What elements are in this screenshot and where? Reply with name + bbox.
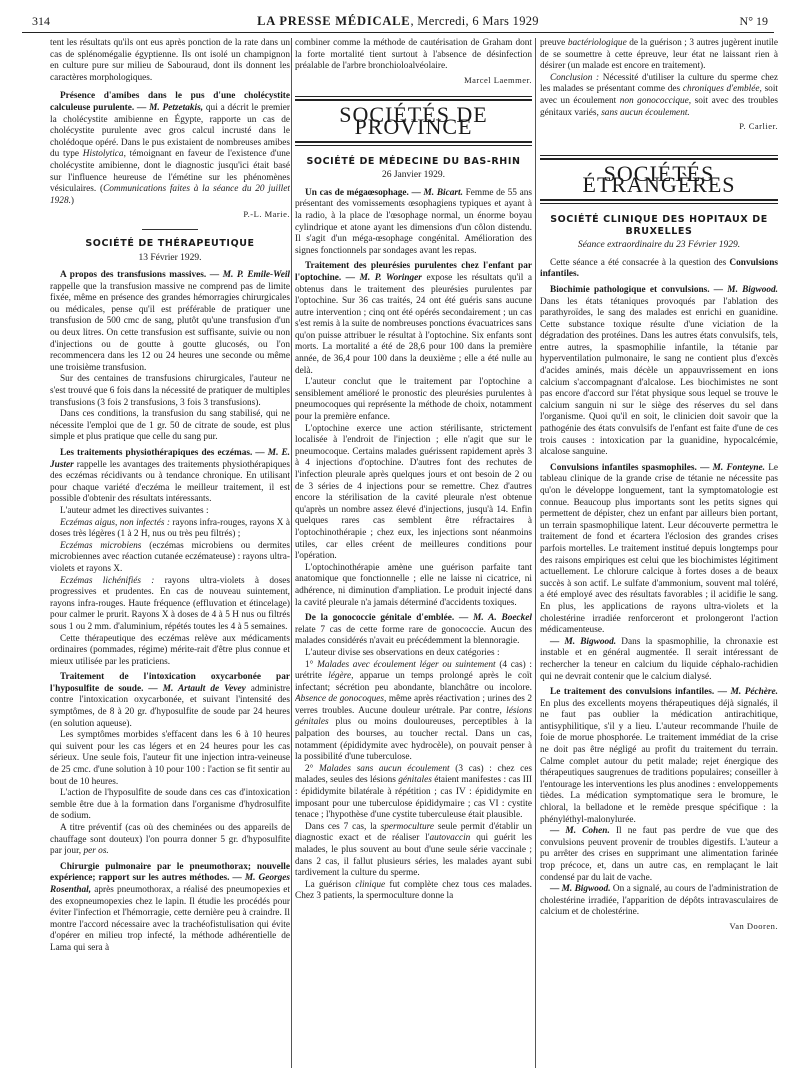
signature: P. Carlier. [739,121,778,132]
italic-text: sans aucun écoulement. [601,107,690,118]
article [540,285,778,459]
article-text: apparue un temps prolongé après le coït infectant; sécrétion peu abondante, blanchâtre ou incolore. [295,671,532,693]
paragraph [50,823,290,858]
paragraph: L'auteur divise ses observations en deux catégories : [305,647,500,658]
italic-text: clinique [355,879,386,890]
article-title: Présence d'amibes dans le pus d'une cholécystite calculeuse purulente. [50,91,290,113]
column-middle [295,38,532,1073]
article [295,261,532,377]
running-header [22,14,774,33]
section-banner [295,96,532,145]
article-title: Traitement des pleurésies purulentes chez l'enfant par l'optochine. [295,261,532,283]
article [50,270,290,374]
article-title: Convulsions infantiles. [540,257,778,280]
article [295,188,532,258]
article-text: relate 7 cas de cette forme rare de gonococcie. Aucun des malades considérés n'avait eu précédemment la blennoragie. [295,624,532,647]
article [50,862,290,955]
column-left [50,38,290,1073]
signature: Van Dooren. [729,920,778,931]
article-author: — M. Bigwood. [550,884,611,895]
paragraph: L'optochinothérapie amène une guérison parfaite tant anatomique que fonctionnelle ; elle ne laisse ni cicatrice, ni adhérence, ni diminution d'ampliation. Le produit injecté dans la cavité pleurale n'a jamais déterminé d'accidents toxiques. [295,562,532,608]
article-text: preuve [540,38,566,48]
article-author: — M. Petzetakis, [137,102,204,113]
article-title: Biochimie pathologique et convulsions. [550,284,710,295]
italic-text: Eczémas microbiens [60,540,142,551]
article-text: Nécessité d'utiliser la culture du sperme chez les malades se présentant comme des [540,72,778,95]
article-title: De la gonococcie génitale d'emblée. [305,613,455,624]
paragraph [295,880,532,903]
article-title: Convulsions infantiles spasmophiles. [550,462,697,473]
signature: Marcel Laemmer. [464,74,532,85]
article-text: seule permit d'établir un diagnostic exact et de réaliser l' [295,821,532,844]
italic-text: non gonococcique, [619,95,692,106]
issue-date: , Mercredi, 6 Mars 1929 [410,14,539,28]
article-author: — M. Bigwood. [713,284,778,295]
issue-number: N° 19 [739,14,768,28]
article-text: rappelle que la transfusion massive ne comprend pas de limite fixée, même en présence des grandes hémorragies chirurgicales ou médicales, pense qu'il est préférable de pratiquer une transfusion de 500 cmc de sang, plutôt qu'une transfusion d'un ou deux litres. On cette transfusion est suffisante, suivie ou non d'injections ou de goutte à goutte glucosés, ou l'on recommencera dans les 12 ou 24 heures une seconde ou même une troisième transfusion. [50,281,290,373]
italic-text: lésions génitales [295,705,532,728]
article-text: Femme de 55 ans présentant des vomissements œsophagiens typiques et ayant à la radio, à la place de l'œsophage normal, un énorme boyau cylindrique et atone ayant les dimensions d'un côlon distendu. Il s'agit d'un méga-œsophage congénital. Amélioration des signes fonctionnels par sondages avant les repas. [295,187,532,256]
paragraph [540,38,778,73]
paragraph: L'auteur admet les directives suivantes : [60,505,209,516]
article-text: (4 cas) : urétrite [295,659,532,682]
article-text: En plus des excellents moyens thérapeutiques déjà signalés, il ne faut pas oublier la médication antirachitique, antisyphilitique, s'il y a lieu. L'auteur recommande l'huile de foie de morue phosphorée. Le traitement immédiat de la crise ne doit pas être négligé au profit du traitement du terrain. Calme complet autour du petit malade; rejet énergique des thérapeutiques saugrenues de traditions populaires; conseiller à l'entourage les interventions les plus anodines : enveloppements tièdes. La médication symptomatique sera le bromure, le chloral, la belladone et le remède presque spécifique : la phényléthyl-malonylurée. [540,698,778,825]
article-author: — M. P. Emile-Weil [209,270,290,281]
italic-text: Eczémas aigus, non infectés : [60,517,170,528]
article-text: 1° [305,659,314,670]
page-number: 314 [32,14,50,28]
article-text: ) [70,195,75,206]
italic-text: Communications faites à la séance du 20 juillet 1928. [50,184,290,206]
article-text: (3 cas) : chez ces malades, seules des lésions [295,763,532,786]
article-author: — M. E. Juster [50,448,290,470]
italic-text: Eczémas lichénifiés : [60,575,155,586]
article-text: même après réactivation ; urines des 2 verres troubles. Aucune douleur urétrale. Par contre, [295,694,532,716]
article-author: — M. Cohen. [550,826,610,837]
paragraph [540,258,778,281]
italic-text: Absence de gonocoques, [295,694,387,705]
column-divider [291,38,292,1068]
article-text: rayons infra-rouges, rayons X à doses très légères (1 à 2 H, nus ou très peu filtrés) ; [50,517,290,540]
paragraph: Sur des centaines de transfusions chirurgicales, l'auteur ne s'est trouvé que 6 fois dans la nécessité de pratiquer de multiples transfusions (3 fois 2 transfusions, 3 fois 3 transfusions). [50,374,290,408]
paragraph [540,826,778,884]
article-author: — M. Péchère. [717,687,778,698]
section-banner-title: SOCIÉTÉS ÉTRANGÈRES [540,158,778,201]
section-banner [540,155,778,204]
list-item [295,660,532,764]
list-item [50,518,290,541]
article-text: Cette séance a été consacrée à la question des [550,257,727,268]
society-name: SOCIÉTÉ DE THÉRAPEUTIQUE [85,237,255,249]
article-author: — M. Bicart. [411,187,463,198]
article-text: de la guérison ; 3 autres jugèrent inutile de se soumettre à cette épreuve, leur état ne laissant rien à désirer (un malade est encore en traitement). [540,38,778,72]
list-item [50,576,290,634]
article-title: Le traitement des convulsions infantiles. [550,687,715,698]
article-author: — M. P. Woringer [345,272,422,283]
italic-text: chroniques d'emblée, [682,84,762,95]
italic-text: légère, [328,671,354,682]
article-text: soit avec un écoulement [540,84,778,106]
article-author: — M. Artault de Vevey [148,683,246,694]
paragraph [295,822,532,880]
article-author: — M. Bigwood. [550,636,617,647]
paragraph [540,637,778,683]
section-banner-title: SOCIÉTÉS DE PROVINCE [295,99,532,142]
paragraph: tent les résultats qu'ils ont eus après ponction de la rate dans un cas de splénomégalie égyptienne. Ils ont isolé un champignon en culture pure sur milieu de Sabouraud, dont ils donnent les caractères morphologiques. [50,38,290,83]
italic-text: Malades avec écoulement léger ou suintement [317,659,496,670]
italic-text: spermoculture [380,821,434,832]
paragraph [540,884,778,919]
session-date: 13 Février 1929. [138,252,202,263]
article-text: La guérison [305,879,352,890]
article-text: A titre préventif (cas où des cheminées ou des appareils de chauffage sont douteux) l'on pourra donner 5 gr. d'hyposulfite par jour, [50,823,290,857]
article-text: On a signalé, au cours de l'administration de cholestérine irradiée, l'apparition de dépôts intravasculaires de calcium et de cholestérine. [540,884,778,918]
session-date: Séance extraordinaire du 23 Février 1929. [577,240,741,251]
article-text: administre contre l'intoxication oxycarbonée, et suivant l'intensité des symptômes, de 8 à 20 gr. d'hyposulfite de soude par 24 heures (en solution aqueuse). [50,683,290,729]
publication-name: LA PRESSE MÉDICALE [257,14,411,28]
article-text: Dans la spasmophilie, la chronaxie est instable et en général augmentée. Il serait intéressant de rechercher la teneur en calcium du liquide céphalo-rachidien qui ne devrait contenir que le calcium dialysé. [540,636,778,682]
society-name: SOCIÉTÉ DE MÉDECINE DU BAS-RHIN [306,155,521,167]
paragraph [540,73,778,119]
list-item [50,541,290,576]
article-text: après pneumothorax, a réalisé des pneumopexies et des exopneumopexies chez le lapin. Il étudie les procédés pour éviter l'infection et l'hémorragie, cette dernière peu à craindre. Il montre l'accord nécessaire avec la trachéofistulisation qui évite d'opérer en milieu trop infecté, la méthode adhérentielle de Lama qui sera à [50,884,290,953]
paragraph: combiner comme la méthode de cautérisation de Graham dont la forte mortalité tient surtout à l'absence de désinfection préalable de l'arbre bronchioloalvéolaire. [295,38,532,72]
italic-text: génitales [398,775,432,786]
article-text: Dans ces 7 cas, la [305,821,377,832]
paragraph: L'action de l'hyposulfite de soude dans ces cas d'intoxication semble être due à la formation dans l'organisme d'hydrosulfite de sodium. [50,788,290,822]
paragraph: L'optochine exerce une action stérilisante, strictement localisée à l'endroit de l'injection ; elle n'agit que sur le pneumocoque. Certains malades guérissent rapidement après 3 à 4 injections d'optochine. D'autres font des rechutes de l'infection pleurale après quelques jours et ont besoin de 2 ou de 3 séries de 4 injections pour se remettre. Chez d'autres encore la stérilisation de la cavité pleurale n'est obtenue qu'après un nombre assez élevé d'injections, jusqu'à 14. Enfin quelques rares cas semblent être réfractaires à l'optochinothérapie ; chez eux, les injections sont néanmoins utiles, car elles créent de meilleures conditions pour l'opération. [295,423,532,562]
column-divider [535,38,536,1068]
article-title: A propos des transfusions massives. [60,270,207,281]
paragraph: L'auteur conclut que le traitement par l'optochine a sensiblement amélioré le pronostic des pleurésies purulentes à pneumocoques qui représente la méthode de choix, notamment pour la première enfance. [295,377,532,423]
article [50,448,290,506]
column-right [540,38,778,1073]
article-title: Un cas de mégaœsophage. [305,187,409,198]
article-author: — M. A. Boeckel [458,613,532,624]
session-date: 26 Janvier 1929. [381,170,446,181]
italic-text: bactériologique [567,38,627,48]
article [540,687,778,826]
italic-text: Malades sans aucun écoulement [319,763,450,774]
article [50,91,290,207]
article-title: Les traitements physiothérapiques des eczémas. [60,448,253,458]
article-text: Le tableau clinique de la grande crise de tétanie ne nécessite pas qu'on le développe longuement, tant la symptomatologie est connue. Beaucoup plus importants sont les petits signes qui permettent de dépister, chez un enfant par ailleurs bien portant, un terrain spasmophilique latent. Leur découverte permettra le traitement de fond et écartera l'éclosion des grandes crises parfois mortelles. Le traitement institué depuis longtemps pour des raisons empiriques est celui que les biochimistes légitiment actuellement. Le chlorure calcique à fortes doses a de beaux succès à son actif. Le sulfate d'ammonium, souvent mal toléré, a été employé avec des résultats favorables ; il acidifie le sang. En plus, les applications de rayons ultra-violets et la cholestérine irradiée renforceront et prolongeront l'action médicamenteuse. [540,462,778,636]
article-text: témoignant en faveur de l'existence d'une cholécystite amibienne, dont le diagnostic jusqu'ici était basé sur l'influence heureuse de l'émétine sur les phénomènes vésiculaires. ( [50,149,290,195]
article-text: rayons ultra-violets à doses progressives et prudentes. En cas de nouveau suintement, rayons infra-rouges. Haute fréquence (effluvation et étincelage) pour calmer le prurit. Rayons X à doses de 4 à 5 H nus ou filtrés sous 1 ou 2 mm. d'aluminium, répétés toutes les 4 à 5 semaines. [50,575,290,632]
article-text: expose les résultats qu'il a obtenus dans le traitement des pleurésies purulentes par l'optochine. Sur 36 cas traités, 24 ont été guéris sans aucune autre intervention ; cinq ont été opérés secondairement ; un cas s'est remis à la suite de nombreuses ponctions évacuatrices sans qu'on puisse attribuer le résultat à l'optochine. Six enfants sont morts. La mortalité a été de 28,6 pour 100 dans la première année, de 36,4 pour 100 dans la deuxième ; elle a été nulle au delà. [295,272,532,376]
paragraph: Les symptômes morbides s'effacent dans les 6 à 10 heures qui suivent pour les cas légers et en 24 heures pour les cas sérieux. Une seule fois, l'auteur fit une injection intra-veineuse de 25 cmc. d'une solution à 10 pour 100 : l'action se fit sentir au bout de 10 heures. [50,730,290,787]
article-text: 2° [305,763,314,774]
article-text: fut complète chez tous ces malades. Chez 3 patients, la spermoculture donne la [295,879,532,902]
article [50,672,290,730]
article-text: soit avec des troubles génitaux variés, [540,95,778,118]
article-text: qui a décrit le premier la cholécystite amibienne en Égypte, rapporte un cas de cholécystite purulente avec gros calcul incrusté dans le cholédoque opéré. Dans le pus existaient de nombreuses amibes du type [50,102,290,160]
article-text: Il ne faut pas perdre de vue que des convulsions peuvent provenir de troubles digestifs. L'auteur a pu arrêter des crises en supprimant une alimentation farinée trop précoce, et, dans un autre cas, en remplaçant le lait condensé par du lait de vache. [540,826,778,883]
italic-text: autovaccin [429,833,471,844]
article-text: qui guérit les malades, le plus souvent au bout d'une seule série vaccinale ; dans 2 cas, il fallut plusieurs séries, les malades ayant subi tardivement la culture du sperme. [295,833,532,879]
article-text: rappelle les avantages des traitements physiothérapiques des eczémas récidivants ou à tendance chronique. En utilisant pour chaque variété d'eczéma le meilleur traitement, il est possible d'obtenir des résultats intéressants. [50,459,290,505]
society-name: SOCIÉTÉ CLINIQUE DES HOPITAUX DE BRUXELLES [550,213,768,237]
article-text: (eczémas microbiens ou dermites microbiennes avec réaction cutanée eczémateuse) : rayons ultra-violets et rayons X. [50,540,290,574]
paragraph: Dans ces conditions, la transfusion du sang stabilisé, qui ne nécessite l'emploi que de 1 gr. 50 de citrate de soude, est plus simple et plus pratique que celle du sang pur. [50,409,290,443]
article-text: plus ou moins douloureuses, perceptibles à la palpation des bourses, au toucher rectal. Dans un cas, notamment (épididymite avec hydrocèle), on pouvait penser à la possibilité d'une tuberculose. [295,717,532,763]
paragraph: Cette thérapeutique des eczémas relève aux médicaments ordinaires (pommades, régime) mérite-rait d'être plus connue et mieux utilisée par les praticiens. [50,633,290,667]
article-text: étaient manifestes : cas III : épididymite bilatérale à répétition ; cas IV : épididymite en imposant pour une tuberculose épididymaire ; cas VI : cystite tenace ; l'hypothèse d'une cystite tuberculeuse était plausible. [295,775,532,821]
article [295,613,532,648]
header-title [22,14,774,29]
signature: P.-L. Marie. [243,209,290,220]
italic-text: per os. [83,846,109,857]
article-text: Dans les états tétaniques provoqués par l'ablation des parathyroïdes, le sang des malades est enrichi en guanidine. Cette substance toxique résulte d'une viciation de la dégradation des protéines. Dans les autres états convulsifs, tels, entre autres, la spasmophilie infantile, la tétanie par hyperventilation pulmonaire, le sang ne contient plus d'excès d'acides aminés, mais décèle un appauvrissement en ions calcium s'accompagnant d'alcalose. Les biochimistes ne sont pas encore d'accord sur l'état physique sous lequel se trouve le calcium sanguin ni sur le siège des réserves du sel dans l'organisme. Quoi qu'il en soit, le clinicien doit savoir que la pathogénie des états convulsifs de l'enfant est faite d'une de ces trois causes : intoxication par la guanidine, hypocalcémie, alcalose sanguine. [540,296,778,458]
article-title: Traitement de l'intoxication oxycarbonée par l'hyposulfite de soude. [50,672,290,694]
italic-text: Conclusion : [550,72,600,83]
list-item [295,764,532,822]
article-title: Chirurgie pulmonaire par le pneumothorax; nouvelle expérience; rapport sur les autres méthodes. [50,861,290,884]
article-author: — M. Fonteyne. [700,462,765,473]
article [540,463,778,637]
section-rule [142,229,198,230]
article-author: — M. Georges Rosenthal, [50,873,290,895]
italic-text: Histolytica, [82,149,126,160]
